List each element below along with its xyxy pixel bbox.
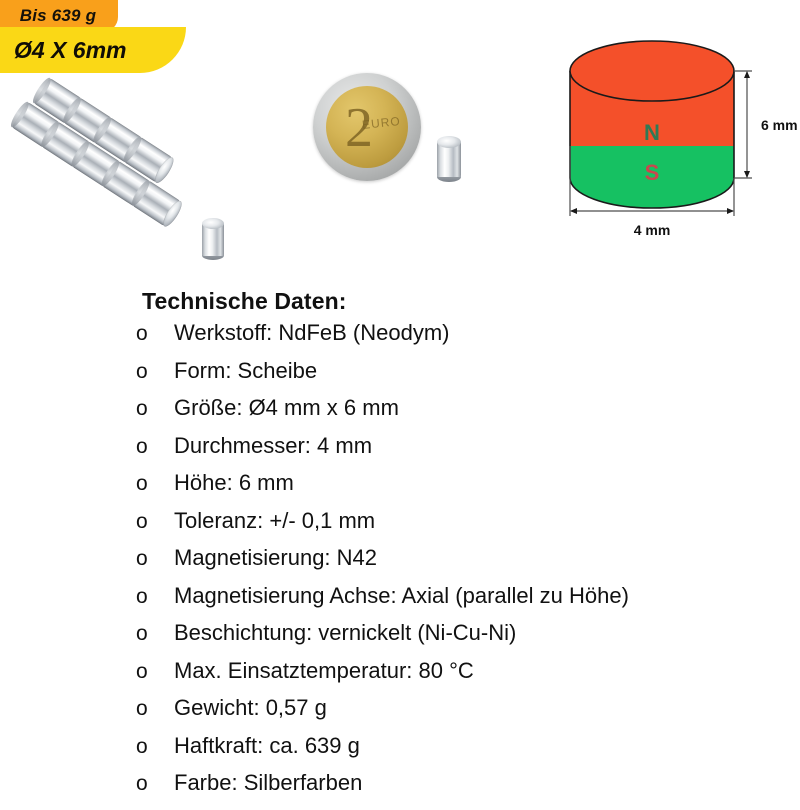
size-badge xyxy=(0,27,186,73)
height-dimension-line xyxy=(734,71,752,178)
spec-row-label: Haftkraft: ca. 639 g xyxy=(174,732,360,758)
promo-badges xyxy=(0,0,210,78)
spec-bullet-icon: o xyxy=(136,509,148,533)
force-badge-label: Bis 639 g xyxy=(19,6,97,25)
spec-bullet-icon: o xyxy=(136,622,148,645)
spec-bullet-icon: o xyxy=(136,322,148,345)
spec-row-label: Toleranz: +/- 0,1 mm xyxy=(174,507,376,533)
spec-bullet-icon: o xyxy=(136,434,148,458)
spec-row-label: Max. Einsatztemperatur: 80 °C xyxy=(174,657,474,683)
diameter-dimension-label: 4 mm xyxy=(633,222,671,238)
coin-value: 2 xyxy=(345,97,373,159)
spec-row xyxy=(136,697,776,735)
spec-row xyxy=(136,507,776,548)
spec-row xyxy=(136,622,776,660)
single-magnet xyxy=(202,218,224,256)
spec-bullet-icon: o xyxy=(136,734,148,758)
spec-bullet-icon: o xyxy=(136,547,148,570)
spec-bullet-icon: o xyxy=(136,397,148,420)
spec-bullet-icon: o xyxy=(136,472,148,495)
spec-row xyxy=(136,322,776,360)
spec-row xyxy=(136,432,776,473)
euro-coin-photo xyxy=(313,73,421,181)
spec-row-label: Durchmesser: 4 mm xyxy=(174,432,373,458)
technical-data-title: Technische Daten: xyxy=(142,288,347,314)
spec-row-label: Magnetisierung: N42 xyxy=(174,545,378,570)
height-dimension-label: 6 mm xyxy=(761,117,798,133)
spec-row xyxy=(136,772,776,810)
spec-row xyxy=(136,472,776,510)
spec-row xyxy=(136,732,776,773)
spec-bullet-icon: o xyxy=(136,359,148,383)
spec-row-label: Werkstoff: NdFeB (Neodym) xyxy=(174,320,450,345)
spec-row xyxy=(136,357,776,398)
spec-bullet-icon: o xyxy=(136,697,148,720)
spec-bullet-icon: o xyxy=(136,659,148,683)
spec-bullet-icon: o xyxy=(136,584,148,608)
coin-currency: EURO xyxy=(361,114,402,132)
spec-row-label: Beschichtung: vernickelt (Ni-Cu-Ni) xyxy=(174,620,517,645)
technical-data-section xyxy=(136,288,776,810)
spec-row-label: Form: Scheibe xyxy=(174,357,318,383)
spec-row xyxy=(136,547,776,585)
spec-row-label: Magnetisierung Achse: Axial (parallel zu Höhe) xyxy=(174,582,629,608)
spec-row-label: Gewicht: 0,57 g xyxy=(174,695,327,720)
spec-row xyxy=(136,397,776,435)
spec-row xyxy=(136,582,776,623)
technical-data-list xyxy=(136,322,776,810)
spec-row-label: Farbe: Silberfarben xyxy=(174,770,363,795)
north-pole-label: N xyxy=(644,120,660,145)
magnet-stack-photo xyxy=(22,70,252,220)
size-badge-label: Ø4 X 6mm xyxy=(14,36,127,63)
coin-inner-disc xyxy=(326,86,408,168)
magnet-dimension-diagram xyxy=(530,28,800,243)
spec-row-label: Höhe: 6 mm xyxy=(174,470,294,495)
spec-row-label: Größe: Ø4 mm x 6 mm xyxy=(174,395,399,420)
single-magnet-scale xyxy=(437,136,461,178)
spec-bullet-icon: o xyxy=(136,772,148,795)
south-pole-label: S xyxy=(644,160,660,185)
spec-row xyxy=(136,657,776,698)
